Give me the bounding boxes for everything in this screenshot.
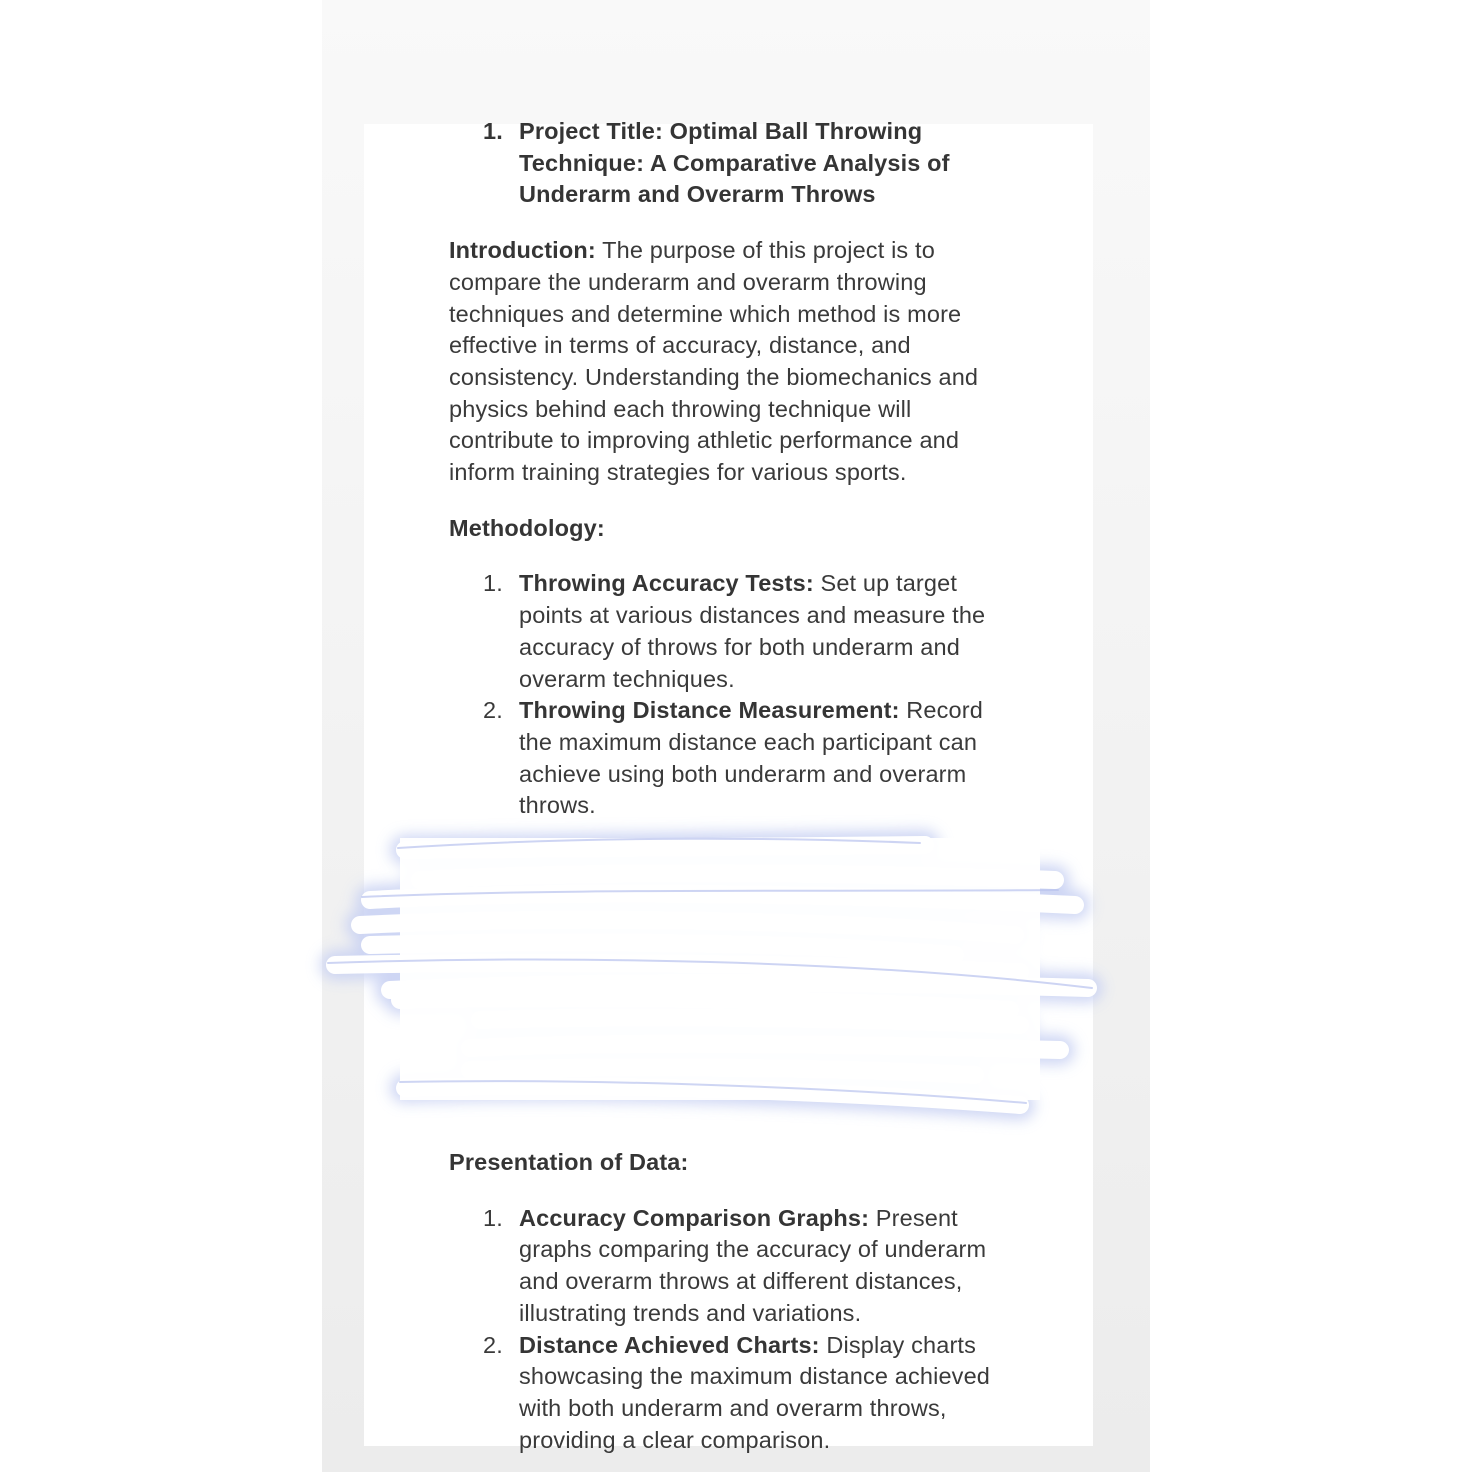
introduction-label: Introduction: (449, 237, 596, 264)
list-item-label: Throwing Distance Measurement: (519, 697, 900, 724)
project-title-item (449, 116, 1019, 211)
list-item (449, 695, 1019, 822)
list-item-label: Distance Achieved Charts: (519, 1331, 820, 1358)
project-title: Project Title: Optimal Ball Throwing Technique: A Comparative Analysis of Underarm and Overarm Throws (519, 118, 950, 208)
methodology-heading: Methodology: (449, 514, 605, 541)
list-item-text: Present graphs comparing the accuracy of underarm and overarm throws at different distances, illustrating trends and variations. (519, 1204, 987, 1326)
list-item-text: Display charts showcasing the maximum distance achieved with both underarm and overarm throws, providing a clear comparison. (519, 1331, 991, 1453)
list-number: 2. (483, 1331, 503, 1358)
introduction-paragraph (449, 235, 1019, 489)
methodology-list (449, 568, 1019, 822)
list-number: 1. (483, 1204, 503, 1231)
document-content (449, 116, 1019, 1456)
presentation-list (449, 1203, 1019, 1457)
list-number: 1. (483, 570, 503, 597)
list-item (449, 1330, 1019, 1457)
title-list (449, 116, 1019, 211)
list-number: 2. (483, 697, 503, 724)
list-item-label: Throwing Accuracy Tests: (519, 570, 814, 597)
list-item-text: Set up target points at various distances and measure the accuracy of throws for both underarm and overarm techniques. (519, 570, 986, 692)
list-number: 1. (483, 118, 503, 144)
list-item (449, 568, 1019, 695)
list-item (449, 1203, 1019, 1330)
list-item-text: Record the maximum distance each participant can achieve using both underarm and overarm throws. (519, 697, 983, 819)
presentation-heading: Presentation of Data: (449, 1149, 689, 1176)
introduction-text: The purpose of this project is to compare the underarm and overarm throwing techniques and determine which method is more effective in terms of accuracy, distance, and consistency. Understanding the biomechanics and physics behind each throwing technique will contribute to improving athletic performance and inform training strategies for various sports. (449, 237, 979, 486)
list-item-label: Accuracy Comparison Graphs: (519, 1204, 870, 1231)
